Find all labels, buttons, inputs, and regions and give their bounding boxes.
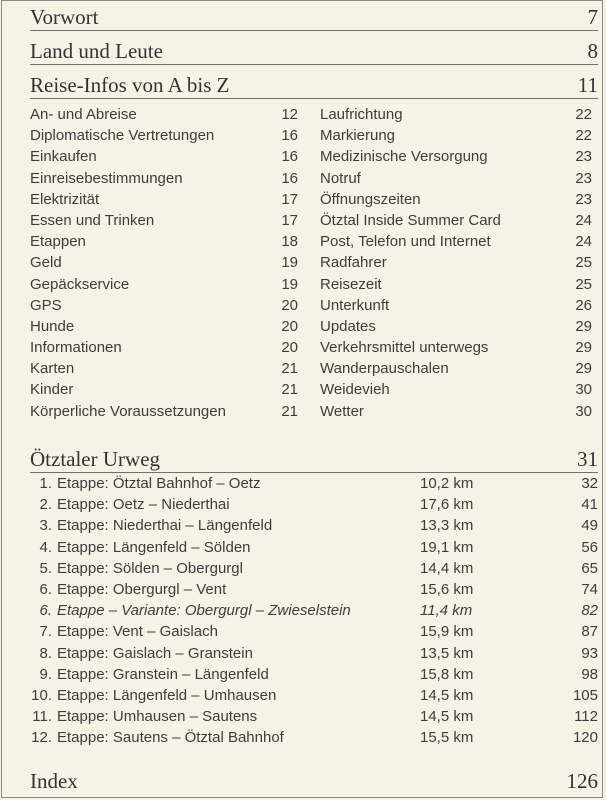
toc-info-entry[interactable] — [30, 146, 298, 167]
entry-page: 22 — [575, 127, 592, 145]
entry-page: 17 — [281, 190, 298, 208]
entry-label: Weidevieh — [320, 381, 390, 399]
stage-distance: 14,5 km — [420, 708, 474, 726]
entry-label: Laufrichtung — [320, 106, 403, 123]
entry-label: Radfahrer — [320, 254, 387, 272]
entry-label: Notruf — [320, 169, 361, 187]
toc-entry-index[interactable] — [30, 768, 598, 794]
stage-page: 82 — [581, 602, 598, 620]
entry-page: 30 — [575, 402, 592, 420]
entry-label: Updates — [320, 317, 376, 335]
stage-title: Etappe: Ötztal Bahnhof – Oetz — [57, 475, 261, 492]
entry-label: Einkaufen — [30, 148, 97, 166]
stage-number: 4. — [39, 538, 52, 556]
entry-label: Einreisebestimmungen — [30, 169, 183, 187]
entry-label: Hunde — [30, 317, 75, 335]
stage-title: Etappe: Oetz – Niederthai — [57, 496, 230, 514]
entry-page: 21 — [281, 402, 298, 420]
stage-title: Etappe: Sautens – Ötztal Bahnhof — [57, 729, 284, 747]
entry-label: Gepäckservice — [30, 275, 130, 293]
stage-title: Etappe: Obergurgl – Vent — [57, 580, 227, 598]
toc-info-entry[interactable] — [30, 295, 298, 316]
stage-number: 12. — [31, 729, 52, 747]
toc-info-entry[interactable] — [320, 295, 592, 316]
stage-page: 41 — [581, 496, 598, 514]
toc-info-entry[interactable] — [320, 231, 592, 252]
stage-distance: 15,9 km — [420, 623, 474, 641]
entry-page: 29 — [575, 360, 592, 378]
stage-page: 105 — [572, 686, 598, 704]
entry-label: Wanderpauschalen — [320, 360, 449, 378]
stage-page: 32 — [581, 475, 598, 492]
stage-title: Etappe: Sölden – Obergurgl — [57, 559, 243, 577]
stage-page: 112 — [574, 708, 598, 726]
section-page: 7 — [587, 5, 598, 29]
section-page: 126 — [566, 769, 598, 793]
stage-title: Etappe: Granstein – Längenfeld — [57, 665, 269, 683]
entry-label: Kinder — [30, 381, 74, 399]
entry-label: Körperliche Voraussetzungen — [30, 402, 226, 420]
section-title: Ötztaler Urweg — [30, 447, 161, 471]
section-title: Vorwort — [30, 5, 99, 29]
stage-entry[interactable] — [30, 515, 598, 536]
stage-title: Etappe: Vent – Gaislach — [57, 623, 218, 641]
entry-page: 16 — [281, 148, 298, 166]
toc-info-entry[interactable] — [30, 274, 298, 295]
stage-number: 6. — [39, 580, 52, 598]
toc-entry-reise-infos[interactable] — [30, 72, 598, 99]
toc-info-entry[interactable] — [30, 252, 298, 273]
entry-page: 12 — [281, 106, 298, 123]
toc-entry-oetztaler-urweg[interactable] — [30, 446, 598, 473]
entry-label: Diplomatische Vertretungen — [30, 127, 215, 145]
entry-page: 23 — [575, 148, 592, 166]
entry-page: 16 — [281, 127, 298, 145]
toc-info-entry[interactable] — [30, 379, 298, 400]
toc-info-entry[interactable] — [30, 168, 298, 189]
entry-page: 21 — [281, 381, 298, 399]
entry-label: Etappen — [30, 233, 86, 251]
stage-number: 11. — [32, 708, 52, 726]
infos-column-right — [320, 104, 592, 422]
entry-page: 25 — [575, 254, 592, 272]
stage-distance: 15,5 km — [420, 729, 474, 747]
entry-page: 17 — [281, 211, 298, 229]
stage-page: 49 — [581, 517, 598, 535]
stage-number: 9. — [39, 665, 52, 683]
stage-title: Etappe: Längenfeld – Umhausen — [57, 686, 277, 704]
infos-column-left — [30, 104, 298, 422]
stage-number: 6. — [39, 602, 52, 620]
entry-page: 21 — [281, 360, 298, 378]
entry-label: Karten — [30, 360, 75, 378]
entry-label: Ötztal Inside Summer Card — [320, 211, 501, 229]
toc-info-entry[interactable] — [30, 316, 298, 337]
stage-number: 7. — [39, 623, 52, 641]
toc-info-entry[interactable] — [30, 104, 298, 125]
stage-number: 1. — [39, 475, 52, 492]
stage-title: Etappe: Umhausen – Sautens — [57, 708, 258, 726]
entry-label: Elektrizität — [30, 190, 100, 208]
entry-page: 20 — [281, 339, 298, 357]
stage-page: 65 — [581, 559, 598, 577]
stage-page: 93 — [581, 644, 598, 662]
stage-page: 56 — [581, 538, 598, 556]
stage-distance: 11,4 km — [420, 602, 473, 620]
section-title: Reise-Infos von A bis Z — [30, 73, 230, 97]
toc-info-entry[interactable] — [320, 379, 592, 400]
entry-page: 16 — [281, 169, 298, 187]
stage-entry[interactable] — [30, 664, 598, 685]
stage-title: Etappe – Variante: Obergurgl – Zwieselstein — [57, 602, 351, 620]
entry-label: An- und Abreise — [30, 106, 137, 123]
entry-page: 23 — [575, 169, 592, 187]
stage-entry[interactable] — [30, 473, 598, 494]
entry-page: 19 — [281, 254, 298, 272]
stage-entry[interactable] — [30, 727, 598, 748]
entry-page: 18 — [281, 233, 298, 251]
section-title: Land und Leute — [30, 39, 163, 63]
entry-label: Markierung — [320, 127, 396, 145]
stage-entry[interactable] — [30, 558, 598, 579]
stage-entry[interactable] — [30, 706, 598, 727]
entry-label: Verkehrsmittel unterwegs — [320, 339, 489, 357]
toc-info-entry[interactable] — [320, 104, 592, 125]
entry-label: Wetter — [320, 402, 364, 420]
toc-info-entry[interactable] — [30, 231, 298, 252]
stage-title: Etappe: Gaislach – Granstein — [57, 644, 253, 662]
stage-page: 87 — [581, 623, 598, 641]
stage-number: 5. — [39, 559, 52, 577]
toc-info-entry[interactable] — [30, 401, 298, 422]
stage-entry[interactable] — [30, 494, 598, 515]
stage-entry[interactable] — [30, 621, 598, 642]
entry-label: GPS — [30, 296, 62, 314]
entry-label: Reisezeit — [320, 275, 382, 293]
toc-info-entry[interactable] — [30, 210, 298, 231]
entry-page: 20 — [281, 296, 298, 314]
entry-page: 25 — [575, 275, 592, 293]
stage-entry[interactable] — [30, 579, 598, 600]
stage-entry[interactable] — [30, 600, 598, 621]
section-title: Index — [30, 769, 78, 793]
toc-info-entry[interactable] — [320, 274, 592, 295]
toc-info-entry[interactable] — [320, 401, 592, 422]
stage-distance: 17,6 km — [420, 496, 474, 514]
entry-page: 22 — [575, 106, 592, 123]
toc-info-entry[interactable] — [30, 358, 298, 379]
entry-page: 29 — [575, 339, 592, 357]
toc-info-entry[interactable] — [320, 125, 592, 146]
entry-label: Medizinische Versorgung — [320, 148, 488, 166]
stage-distance: 15,8 km — [420, 665, 474, 683]
entry-page: 29 — [575, 317, 592, 335]
toc-info-entry[interactable] — [30, 125, 298, 146]
stages-list — [30, 473, 598, 748]
entry-page: 19 — [281, 275, 298, 293]
toc-info-entry[interactable] — [30, 337, 298, 358]
stage-number: 3. — [39, 517, 52, 535]
entry-page: 20 — [281, 317, 298, 335]
entry-label: Post, Telefon und Internet — [320, 233, 491, 251]
stage-title: Etappe: Niederthai – Längenfeld — [57, 517, 273, 535]
stage-entry[interactable] — [30, 643, 598, 664]
entry-label: Öffnungszeiten — [320, 190, 421, 208]
stage-title: Etappe: Längenfeld – Sölden — [57, 538, 251, 556]
stage-distance: 10,2 km — [420, 475, 474, 492]
entry-page: 23 — [575, 190, 592, 208]
stage-number: 10. — [31, 686, 52, 704]
stage-page: 74 — [581, 580, 598, 598]
stage-distance: 14,5 km — [420, 686, 474, 704]
stage-page: 120 — [572, 729, 598, 747]
stage-entry[interactable] — [30, 685, 598, 706]
entry-label: Informationen — [30, 339, 122, 357]
entry-page: 30 — [575, 381, 592, 399]
toc-info-entry[interactable] — [30, 189, 298, 210]
section-page: 11 — [577, 73, 598, 97]
stage-distance: 14,4 km — [420, 559, 474, 577]
stage-distance: 13,3 km — [420, 517, 474, 535]
entry-label: Unterkunft — [320, 296, 390, 314]
stage-distance: 15,6 km — [420, 580, 474, 598]
entry-label: Geld — [30, 254, 62, 272]
toc-entry-vorwort[interactable] — [30, 4, 598, 31]
toc-info-entry[interactable] — [320, 337, 592, 358]
toc-info-entry[interactable] — [320, 168, 592, 189]
entry-page: 24 — [575, 211, 592, 229]
section-page: 8 — [587, 39, 598, 63]
toc-info-entry[interactable] — [320, 358, 592, 379]
stage-number: 2. — [39, 496, 52, 514]
toc-info-entry[interactable] — [320, 316, 592, 337]
stage-page: 98 — [581, 665, 598, 683]
entry-page: 26 — [575, 296, 592, 314]
toc-info-entry[interactable] — [320, 252, 592, 273]
entry-page: 24 — [575, 233, 592, 251]
toc-info-entry[interactable] — [320, 146, 592, 167]
toc-entry-land-und-leute[interactable] — [30, 38, 598, 65]
stage-number: 8. — [39, 644, 52, 662]
toc-info-entry[interactable] — [320, 210, 592, 231]
section-page: 31 — [577, 447, 598, 471]
stage-distance: 13,5 km — [420, 644, 474, 662]
stage-entry[interactable] — [30, 537, 598, 558]
entry-label: Essen und Trinken — [30, 211, 155, 229]
toc-info-entry[interactable] — [320, 189, 592, 210]
stage-distance: 19,1 km — [420, 538, 474, 556]
